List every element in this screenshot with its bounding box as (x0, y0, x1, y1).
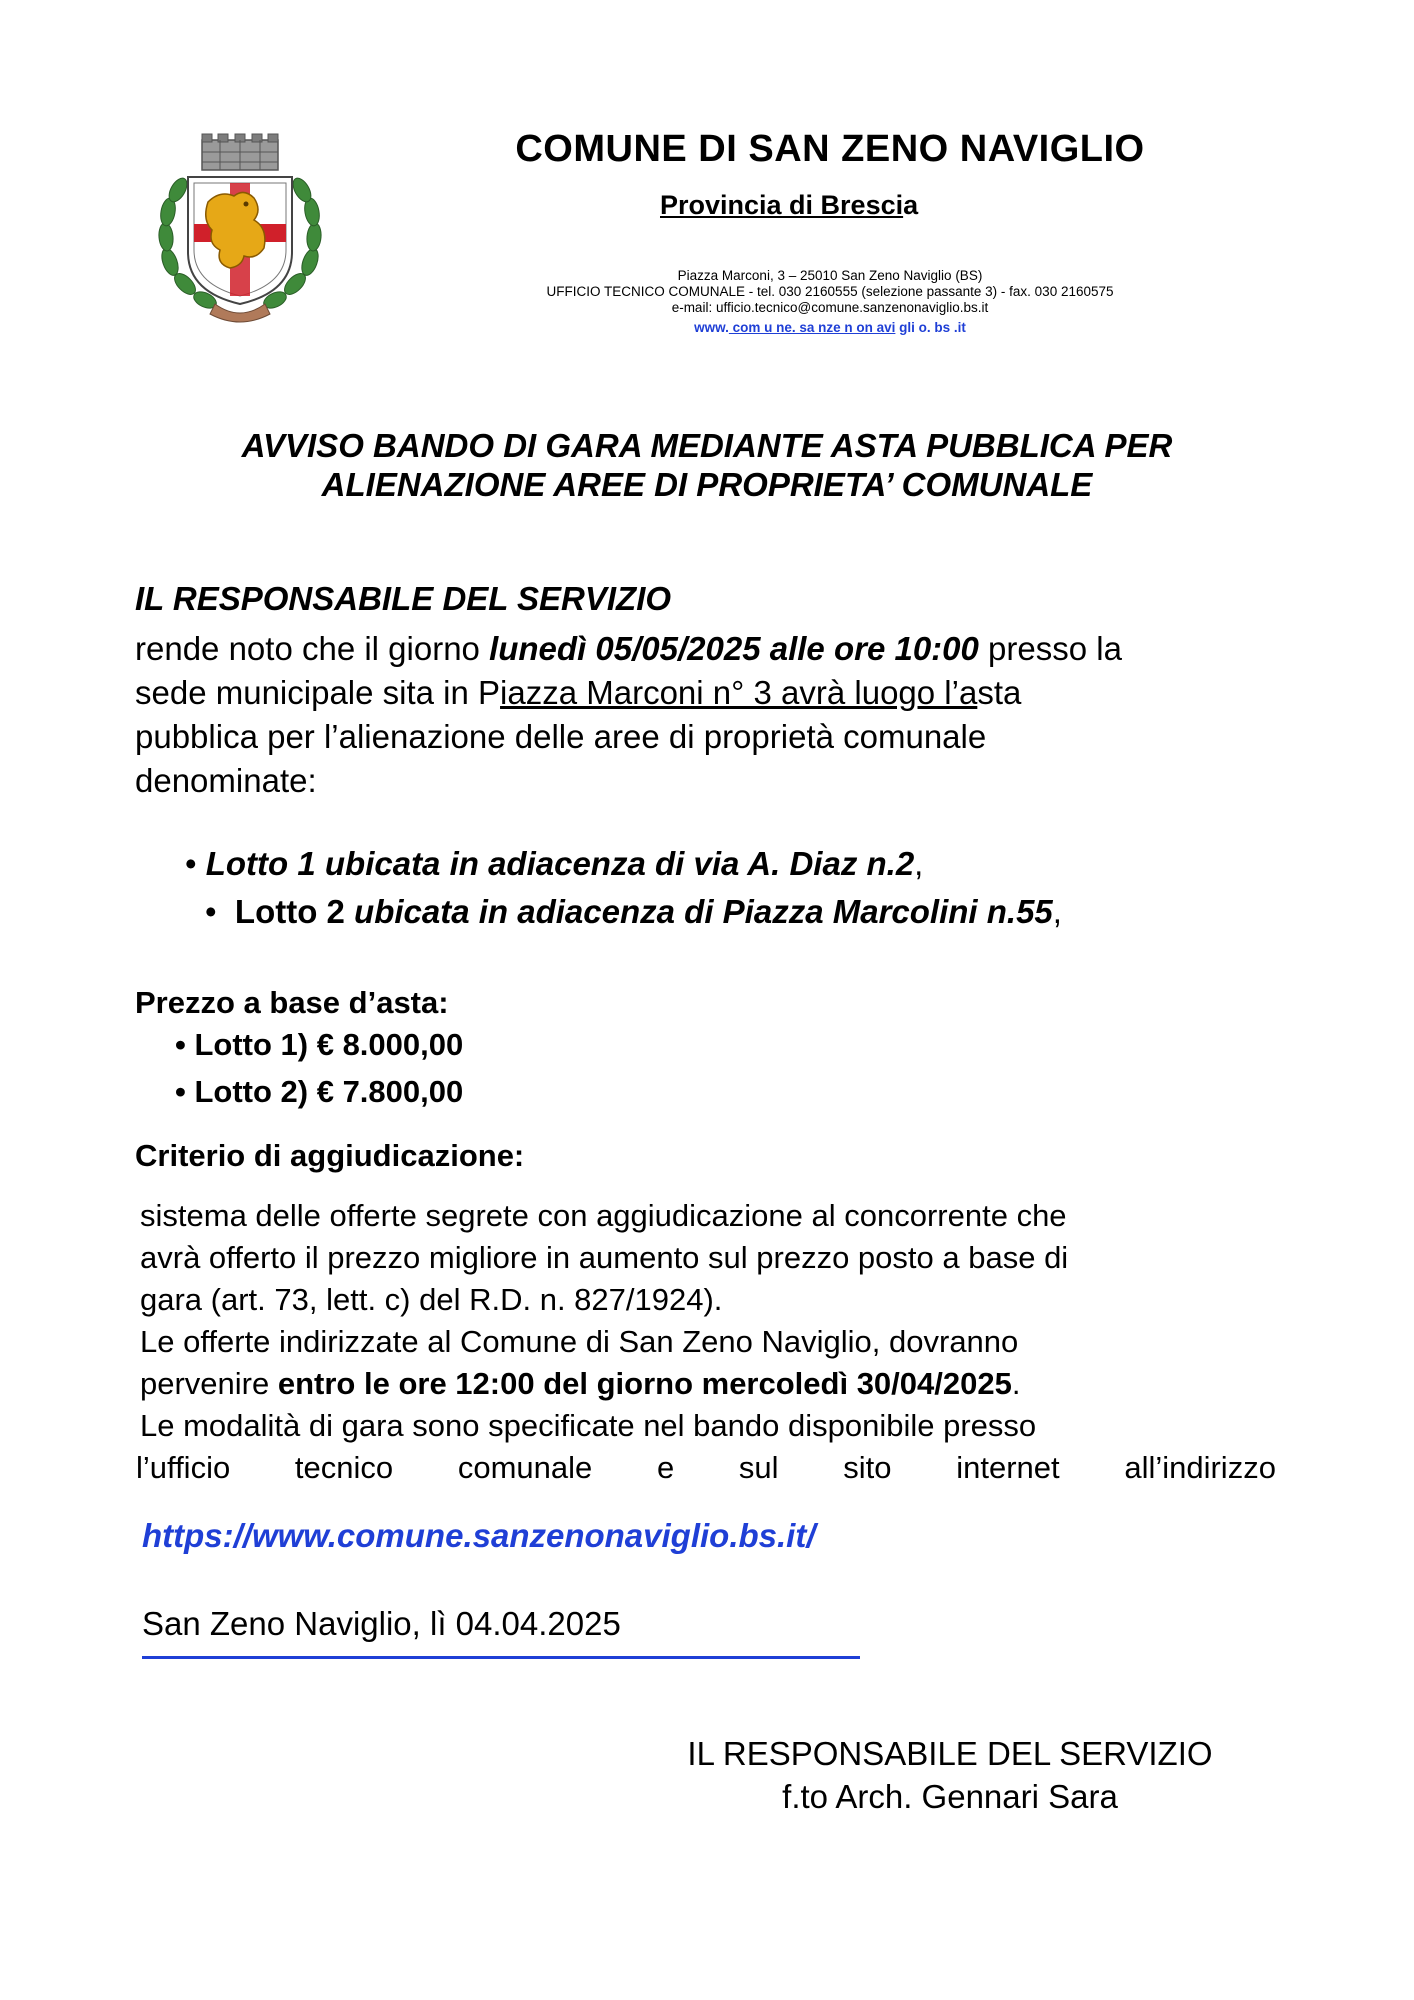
criterio-heading: Criterio di aggiudicazione: (135, 1138, 525, 1173)
text-segment: sta (977, 674, 1022, 711)
lotto-2-item (205, 893, 1062, 931)
word: all’indirizzo (1124, 1450, 1276, 1485)
word: sul (738, 1450, 779, 1485)
word: tecnico (294, 1450, 394, 1485)
criterio-line-6: Le modalità di gara sono specificate nel bando disponibile presso (140, 1408, 1037, 1443)
headline-line-2: ALIENAZIONE AREE DI PROPRIETA’ COMUNALE (321, 466, 1093, 503)
address-line: Piazza Marconi, 3 – 25010 San Zeno Naviglio (BS) (677, 268, 983, 283)
lotto-2-tail: , (1052, 893, 1062, 930)
text-segment: pervenire (140, 1366, 278, 1401)
web-prefix: www. (694, 320, 729, 335)
criterio-line-3: gara (art. 73, lett. c) del R.D. n. 827/1924). (140, 1282, 723, 1317)
text-segment: sede municipale sita in P (135, 674, 501, 711)
announcement-line-3: pubblica per l’alienazione delle aree di proprietà comunale (135, 718, 987, 755)
criterio-line-7 (136, 1447, 1276, 1489)
coat-of-arms-icon (150, 132, 330, 332)
prezzo-heading: Prezzo a base d’asta: (135, 985, 449, 1020)
web-underlined: com u ne. sa nze n on avi (728, 320, 896, 335)
prezzo-lotto-2: • Lotto 2) € 7.800,00 (175, 1074, 464, 1109)
word: l’ufficio (136, 1450, 231, 1485)
web-suffix: gli o. bs .it (895, 320, 966, 335)
announcement-line-1 (135, 627, 1122, 671)
comune-title: COMUNE DI SAN ZENO NAVIGLIO (515, 128, 1145, 170)
criterio-line-2: avrà offerto il prezzo migliore in aumento sul prezzo posto a base di (140, 1240, 1069, 1275)
text-segment: . (1011, 1366, 1021, 1401)
headline-line-1: AVVISO BANDO DI GARA MEDIANTE ASTA PUBBLICA PER (241, 427, 1173, 464)
criterio-line-1: sistema delle offerte segrete con aggiudicazione al concorrente che (140, 1198, 1067, 1233)
auction-date: lunedì 05/05/2025 alle ore 10:00 (489, 630, 979, 667)
word: internet (956, 1450, 1060, 1485)
criterio-line-4: Le offerte indirizzate al Comune di San Zeno Naviglio, dovranno (140, 1324, 1019, 1359)
criterio-line-5 (140, 1363, 1276, 1405)
deadline: entro le ore 12:00 del giorno mercoledì 30/04/2025 (277, 1366, 1012, 1401)
word: sito (843, 1450, 892, 1485)
website-link[interactable] (380, 320, 1280, 336)
bullet: • (205, 893, 217, 930)
venue-address: iazza Marconi n° 3 avrà luogo l’a (500, 674, 978, 711)
responsabile-heading: IL RESPONSABILE DEL SERVIZIO (135, 580, 672, 617)
signature-title: IL RESPONSABILE DEL SERVIZIO (687, 1735, 1213, 1772)
bullet: • (185, 845, 197, 882)
comune-website-link[interactable]: https://www.comune.sanzenonaviglio.bs.it/ (142, 1517, 816, 1554)
date-underline (142, 1656, 860, 1659)
text-segment: rende noto che il giorno (135, 630, 490, 667)
provincia-label (660, 190, 918, 221)
word: e (656, 1450, 675, 1485)
announcement-line-4: denominate: (135, 762, 317, 799)
announcement-line-2 (135, 671, 1122, 715)
email-line: e-mail: ufficio.tecnico@comune.sanzenonaviglio.bs.it (671, 300, 989, 315)
ufficio-line: UFFICIO TECNICO COMUNALE - tel. 030 2160555 (selezione passante 3) - fax. 030 2160575 (546, 284, 1114, 299)
lotto-2-text: ubicata in adiacenza di Piazza Marcolini n.55 (344, 893, 1053, 930)
lotto-1-text: Lotto 1 ubicata in adiacenza di via A. Diaz n.2 (205, 845, 915, 882)
provincia-text: Provincia di Bresci (660, 190, 904, 220)
signature-name: f.to Arch. Gennari Sara (782, 1778, 1118, 1815)
text-segment: presso la (978, 630, 1122, 667)
lotto-1-item (185, 845, 923, 883)
lotto-2-label: Lotto 2 (234, 893, 345, 930)
prezzo-lotto-1: • Lotto 1) € 8.000,00 (175, 1027, 464, 1062)
lotto-1-tail: , (914, 845, 924, 882)
criterio-paragraph (136, 1195, 1276, 1489)
document-date: San Zeno Naviglio, lì 04.04.2025 (142, 1605, 621, 1642)
provincia-tail: a (903, 190, 919, 220)
word: comunale (457, 1450, 593, 1485)
announcement-paragraph (135, 627, 1122, 803)
